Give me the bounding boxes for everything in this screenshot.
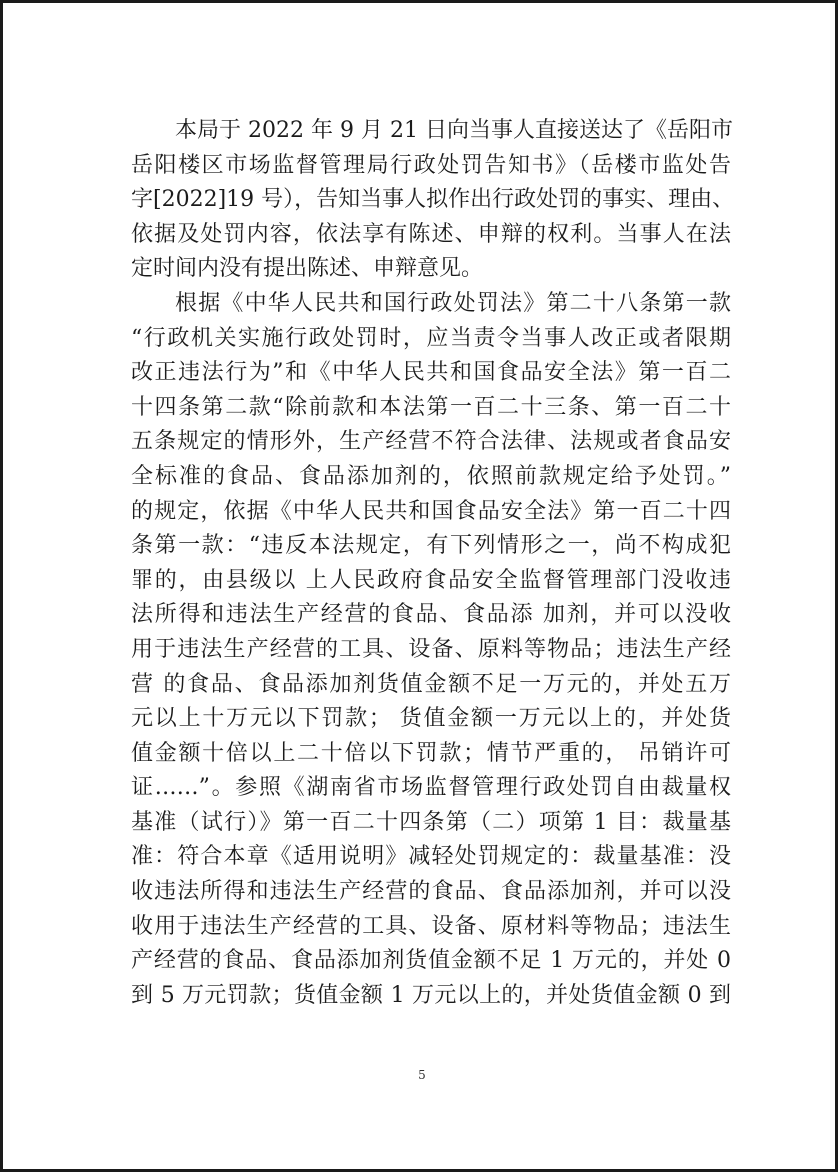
text-line: 的规定，依据《中华人民共和国食品安全法》第一百二十四	[131, 498, 731, 524]
document-body	[131, 114, 735, 1013]
text-line: 罪的，由县级以 上人民政府食品安全监督管理部门没收违	[131, 567, 731, 593]
text-line: 证……”。参照《湖南省市场监督管理行政处罚自由裁量权	[131, 775, 731, 801]
paragraph-legal-basis	[131, 287, 731, 1013]
paragraph-notice	[131, 114, 735, 287]
text-line: 元以上十万元以下罚款； 货值金额一万元以上的，并处货	[131, 706, 731, 732]
text-line: 用于违法生产经营的工具、设备、原料等物品；违法生产经	[131, 636, 731, 662]
text-line: 营 的食品、食品添加剂货值金额不足一万元的，并处五万	[131, 671, 731, 697]
text-line: 改正违法行为”和《中华人民共和国食品安全法》第一百二	[131, 360, 731, 386]
text-line: 字[2022]19 号），告知当事人拟作出行政处罚的事实、理由、	[131, 187, 735, 213]
text-line: “行政机关实施行政处罚时，应当责令当事人改正或者限期	[131, 325, 731, 351]
text-line: 收用于违法生产经营的工具、设备、原材料等物品；违法生	[131, 913, 731, 939]
text-line: 产经营的食品、食品添加剂货值金额不足 1 万元的，并处 0	[131, 948, 731, 974]
text-line: 值金额十倍以上二十倍以下罚款；情节严重的， 吊销许可	[131, 740, 731, 766]
text-line: 准：符合本章《适用说明》减轻处罚规定的：裁量基准：没	[131, 844, 731, 870]
text-line: 法所得和违法生产经营的食品、食品添 加剂，并可以没收	[131, 602, 731, 628]
text-line: 五条规定的情形外，生产经营不符合法律、法规或者食品安	[131, 429, 731, 455]
text-line: 本局于 2022 年 9 月 21 日向当事人直接送达了《岳阳市	[175, 118, 733, 143]
text-line: 十四条第二款“除前款和本法第一百二十三条、第一百二十	[131, 394, 731, 420]
text-line: 基准（试行）》第一百二十四条第（二）项第 1 目：裁量基	[131, 809, 731, 835]
text-line: 收违法所得和违法生产经营的食品、食品添加剂，并可以没	[131, 879, 731, 905]
text-line: 到 5 万元罚款；货值金额 1 万元以上的，并处货值金额 0 到	[131, 982, 731, 1008]
text-line: 全标准的食品、食品添加剂的，依照前款规定给予处罚。”	[131, 463, 731, 489]
page-number: 5	[418, 1068, 426, 1082]
text-line: 根据《中华人民共和国行政处罚法》第二十八条第一款	[175, 290, 731, 316]
text-line: 定时间内没有提出陈述、申辩意见。	[131, 256, 484, 282]
text-line: 依据及处罚内容，依法享有陈述、申辩的权利。当事人在法	[131, 221, 731, 247]
text-line: 岳阳楼区市场监督管理局行政处罚告知书》（岳楼市监处告	[131, 152, 731, 178]
text-line: 条第一款：“违反本法规定，有下列情形之一，尚不构成犯	[131, 533, 731, 559]
